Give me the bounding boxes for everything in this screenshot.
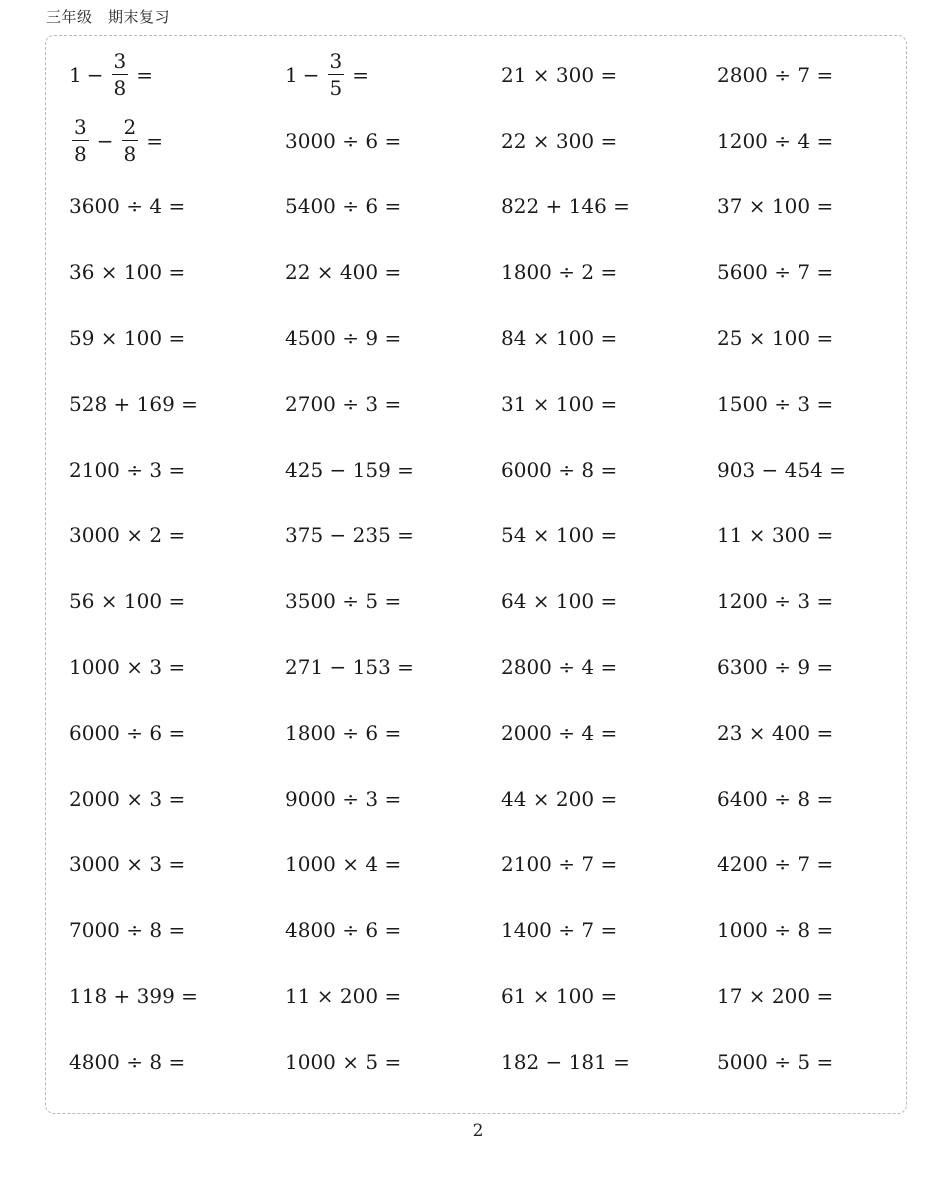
problem-item	[285, 305, 501, 371]
problem-equals: =	[352, 62, 369, 87]
fraction	[328, 49, 345, 101]
problem-item	[285, 174, 501, 240]
problem-text: 17 × 200 =	[717, 984, 834, 1009]
page-number: 2	[472, 1121, 484, 1141]
problem-text: 6300 ÷ 9 =	[717, 655, 834, 680]
problem-text: 2000 × 3 =	[69, 786, 186, 811]
problem-text: 7000 ÷ 8 =	[69, 918, 186, 943]
problem-item	[285, 371, 501, 437]
problem-text: 4200 ÷ 7 =	[717, 852, 834, 877]
problem-text: 61 × 100 =	[501, 984, 618, 1009]
problem-item	[69, 371, 285, 437]
problem-operator: −	[96, 128, 114, 153]
problem-item	[501, 371, 717, 437]
problem-text: 37 × 100 =	[717, 194, 834, 219]
problem-text: 25 × 100 =	[717, 326, 834, 351]
problem-item	[501, 568, 717, 634]
problem-item	[501, 305, 717, 371]
problem-item	[501, 1029, 717, 1095]
problem-text: 22 × 300 =	[501, 128, 618, 153]
fraction-denominator: 8	[113, 76, 127, 101]
problem-item	[285, 503, 501, 569]
fraction-numerator: 2	[123, 115, 137, 140]
problem-item	[285, 700, 501, 766]
problem-text: 54 × 100 =	[501, 523, 618, 548]
problem-text: 1500 ÷ 3 =	[717, 391, 834, 416]
problem-text: 36 × 100 =	[69, 260, 186, 285]
problem-whole-number: 1	[285, 62, 298, 87]
problem-text: 5000 ÷ 5 =	[717, 1049, 834, 1074]
problem-item	[285, 568, 501, 634]
problem-text: 11 × 200 =	[285, 984, 402, 1009]
problem-item	[69, 108, 285, 174]
problem-text: 822 + 146 =	[501, 194, 630, 219]
problem-text: 4800 ÷ 6 =	[285, 918, 402, 943]
problem-text: 2700 ÷ 3 =	[285, 391, 402, 416]
problem-item	[69, 42, 285, 108]
problem-text: 2000 ÷ 4 =	[501, 720, 618, 745]
fraction-denominator: 8	[74, 142, 87, 167]
problem-item	[69, 503, 285, 569]
problem-item	[69, 1029, 285, 1095]
problem-text: 6400 ÷ 8 =	[717, 786, 834, 811]
fraction	[72, 115, 89, 167]
problem-item	[717, 305, 933, 371]
problem-item	[501, 897, 717, 963]
problem-text: 2800 ÷ 4 =	[501, 655, 618, 680]
problem-text: 425 − 159 =	[285, 457, 414, 482]
problem-item	[501, 832, 717, 898]
fraction-numerator: 3	[74, 115, 87, 140]
problem-item	[285, 1029, 501, 1095]
problem-text: 528 + 169 =	[69, 391, 198, 416]
problem-text: 1800 ÷ 2 =	[501, 260, 618, 285]
problem-item	[717, 371, 933, 437]
problem-text: 21 × 300 =	[501, 62, 618, 87]
problem-text: 1000 × 4 =	[285, 852, 402, 877]
problem-text: 4500 ÷ 9 =	[285, 326, 402, 351]
problem-text: 3000 × 3 =	[69, 852, 186, 877]
problem-text: 1400 ÷ 7 =	[501, 918, 618, 943]
problem-text: 1200 ÷ 4 =	[717, 128, 834, 153]
problem-text: 31 × 100 =	[501, 391, 618, 416]
problem-text: 1200 ÷ 3 =	[717, 589, 834, 614]
problem-item	[717, 42, 933, 108]
problem-item	[285, 239, 501, 305]
problem-text: 44 × 200 =	[501, 786, 618, 811]
problem-text: 3000 ÷ 6 =	[285, 128, 402, 153]
fraction-numerator: 3	[113, 49, 127, 74]
problem-item	[69, 568, 285, 634]
problem-item	[285, 832, 501, 898]
fraction-numerator: 3	[329, 49, 343, 74]
problem-operator: −	[302, 62, 320, 87]
problem-text: 3600 ÷ 4 =	[69, 194, 186, 219]
fraction	[122, 115, 139, 167]
problem-text: 375 − 235 =	[285, 523, 414, 548]
problem-item	[69, 897, 285, 963]
problem-text: 903 − 454 =	[717, 457, 846, 482]
problem-item	[69, 766, 285, 832]
problem-text: 118 + 399 =	[69, 984, 198, 1009]
problem-item	[717, 766, 933, 832]
problem-item	[717, 634, 933, 700]
problem-item	[501, 239, 717, 305]
problem-item	[285, 963, 501, 1029]
problem-item	[501, 634, 717, 700]
problem-operator: −	[86, 62, 104, 87]
problem-item	[69, 305, 285, 371]
problem-item	[69, 437, 285, 503]
problem-text: 23 × 400 =	[717, 720, 834, 745]
problem-item	[717, 897, 933, 963]
problem-text: 59 × 100 =	[69, 326, 186, 351]
problem-text: 6000 ÷ 6 =	[69, 720, 186, 745]
problem-equals: =	[146, 128, 163, 153]
problem-text: 9000 ÷ 3 =	[285, 786, 402, 811]
problem-item	[501, 700, 717, 766]
problem-text: 1000 × 3 =	[69, 655, 186, 680]
problem-text: 56 × 100 =	[69, 589, 186, 614]
problem-item	[717, 503, 933, 569]
problem-text: 11 × 300 =	[717, 523, 834, 548]
problem-item	[501, 503, 717, 569]
problems-grid	[69, 42, 929, 1095]
problem-text: 3000 × 2 =	[69, 523, 186, 548]
problem-item	[717, 108, 933, 174]
problem-text: 5400 ÷ 6 =	[285, 194, 402, 219]
fraction-denominator: 5	[329, 76, 343, 101]
problem-item	[69, 963, 285, 1029]
problem-item	[717, 832, 933, 898]
problem-text: 2100 ÷ 3 =	[69, 457, 186, 482]
problem-text: 6000 ÷ 8 =	[501, 457, 618, 482]
problem-text: 4800 ÷ 8 =	[69, 1049, 186, 1074]
problem-text: 2100 ÷ 7 =	[501, 852, 618, 877]
fraction	[112, 49, 129, 101]
problem-item	[69, 634, 285, 700]
problem-item	[69, 174, 285, 240]
fraction-denominator: 8	[123, 142, 137, 167]
problem-item	[501, 42, 717, 108]
problem-item	[717, 700, 933, 766]
problem-item	[501, 174, 717, 240]
problem-item	[285, 634, 501, 700]
problem-item	[285, 42, 501, 108]
problem-item	[501, 963, 717, 1029]
problem-item	[69, 239, 285, 305]
problem-text: 5600 ÷ 7 =	[717, 260, 834, 285]
problem-item	[285, 766, 501, 832]
problem-item	[717, 963, 933, 1029]
problem-item	[501, 437, 717, 503]
problem-text: 3500 ÷ 5 =	[285, 589, 402, 614]
problem-whole-number: 1	[69, 62, 82, 87]
problem-item	[69, 700, 285, 766]
problem-text: 2800 ÷ 7 =	[717, 62, 834, 87]
problem-item	[285, 897, 501, 963]
problem-equals: =	[136, 62, 153, 87]
problem-item	[717, 568, 933, 634]
problem-text: 22 × 400 =	[285, 260, 402, 285]
problem-text: 64 × 100 =	[501, 589, 618, 614]
problem-item	[285, 437, 501, 503]
problem-text: 271 − 153 =	[285, 655, 414, 680]
problem-item	[717, 239, 933, 305]
worksheet-header: 三年级 期末复习	[46, 8, 171, 26]
problem-text: 1000 × 5 =	[285, 1049, 402, 1074]
problem-text: 1000 ÷ 8 =	[717, 918, 834, 943]
problem-item	[717, 1029, 933, 1095]
problem-text: 1800 ÷ 6 =	[285, 720, 402, 745]
problem-text: 84 × 100 =	[501, 326, 618, 351]
problem-text: 182 − 181 =	[501, 1049, 630, 1074]
problem-item	[285, 108, 501, 174]
problem-item	[717, 174, 933, 240]
problem-item	[501, 108, 717, 174]
problem-item	[69, 832, 285, 898]
problem-item	[717, 437, 933, 503]
problem-item	[501, 766, 717, 832]
